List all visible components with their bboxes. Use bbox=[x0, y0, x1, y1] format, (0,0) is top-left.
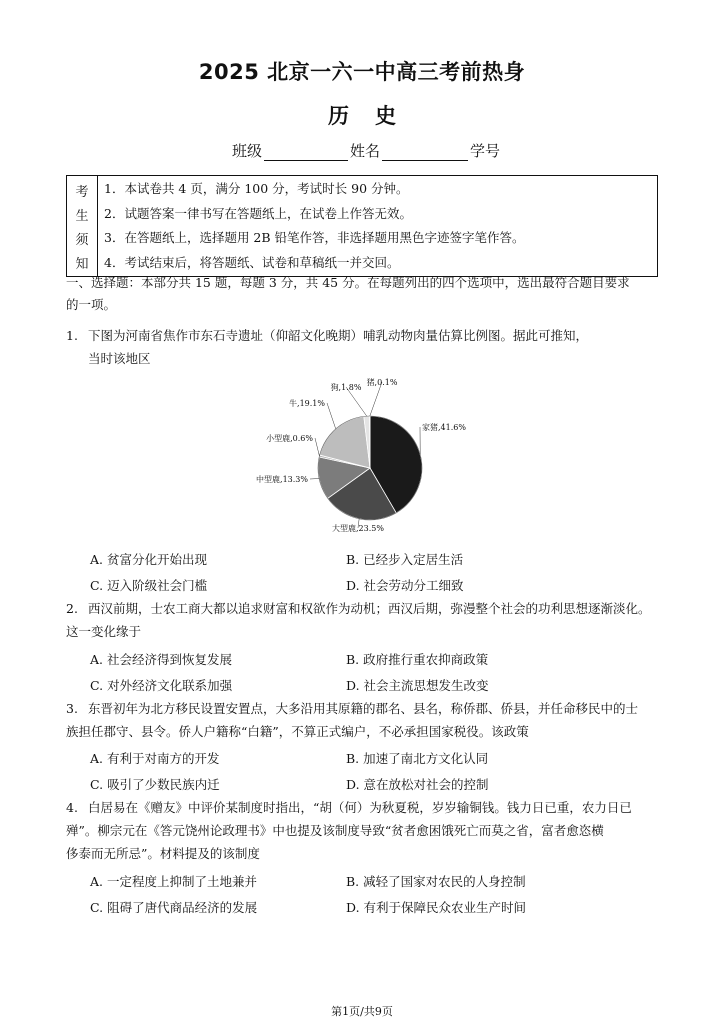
option-b: B. 减轻了国家对农民的人身控制 bbox=[346, 874, 526, 889]
question-number: 1. bbox=[66, 328, 78, 343]
pie-label-4: 小型鹿,0.6% bbox=[266, 434, 313, 443]
question-1 bbox=[66, 324, 666, 370]
notice-item: 1．本试卷共 4 页，满分 100 分，考试时长 90 分钟。 bbox=[104, 181, 409, 197]
question-2-options bbox=[90, 646, 650, 698]
option-a: A. 有利于对南方的开发 bbox=[90, 751, 220, 766]
question-text: 这一变化缘于 bbox=[66, 624, 142, 639]
subject-title: 历史 bbox=[328, 104, 422, 128]
question-text: 西汉前期，士农工商大都以追求财富和权欲作为动机；西汉后期，弥漫整个社会的功利思想逐渐淡化。 bbox=[88, 601, 651, 616]
name-blank bbox=[382, 144, 468, 161]
student-info-line bbox=[232, 140, 500, 161]
question-text: 东晋初年为北方移民设置安置点，大多沿用其原籍的郡名、县名，称侨郡、侨县，并任命移民中的士 bbox=[88, 701, 639, 716]
question-4 bbox=[66, 796, 666, 865]
pie-label-3: 中型鹿,13.3% bbox=[256, 475, 308, 484]
option-c: C. 对外经济文化联系加强 bbox=[90, 678, 233, 693]
class-label: 班级 bbox=[232, 142, 263, 160]
question-2 bbox=[66, 597, 666, 643]
notice-items bbox=[98, 176, 657, 276]
notice-label-char: 考 bbox=[75, 184, 89, 200]
id-label: 学号 bbox=[470, 142, 501, 160]
question-number: 3. bbox=[66, 701, 78, 716]
pie-label-2: 大型鹿,23.5% bbox=[332, 524, 384, 533]
question-1-options bbox=[90, 546, 650, 598]
option-a: A. 一定程度上抑制了土地兼并 bbox=[90, 874, 257, 889]
option-b: B. 已经步入定居生活 bbox=[346, 552, 464, 567]
question-4-options bbox=[90, 868, 650, 920]
notice-item: 4．考试结束后，将答题纸、试卷和草稿纸一并交回。 bbox=[104, 254, 400, 270]
question-3 bbox=[66, 697, 666, 743]
notice-label-char: 须 bbox=[75, 232, 89, 248]
question-number: 4. bbox=[66, 800, 78, 815]
option-d: D. 社会主流思想发生改变 bbox=[346, 678, 489, 693]
question-text: 当时该地区 bbox=[88, 351, 151, 366]
notice-item: 2．试题答案一律书写在答题纸上，在试卷上作答无效。 bbox=[104, 205, 412, 221]
exam-title: 2025 北京一六一中高三考前热身 bbox=[198, 60, 526, 84]
option-b: B. 政府推行重农抑商政策 bbox=[346, 652, 489, 667]
name-label: 姓名 bbox=[350, 142, 381, 160]
pie-label-6: 狗,1.8% bbox=[330, 383, 362, 392]
pie-label-7: 猪,0.1% bbox=[366, 378, 398, 387]
option-d: D. 社会劳动分工细致 bbox=[346, 578, 464, 593]
option-b: B. 加速了南北方文化认同 bbox=[346, 751, 489, 766]
option-c: C. 阻碍了唐代商品经济的发展 bbox=[90, 900, 258, 915]
option-d: D. 有利于保障民众农业生产时间 bbox=[346, 900, 527, 915]
option-a: A. 贫富分化开始出现 bbox=[90, 552, 207, 567]
pie-leader-line bbox=[370, 382, 382, 416]
question-text: 下图为河南省焦作市东石寺遗址（仰韶文化晚期）哺乳动物肉量估算比例图。据此可推知， bbox=[88, 328, 589, 343]
section-heading bbox=[66, 272, 662, 316]
question-text: 白居易在《赠友》中评价某制度时指出，“胡（何）为秋夏税，岁岁输铜钱。钱力日已重，农力日已 bbox=[88, 800, 632, 815]
question-text: 侈泰而无所忌”。材料提及的该制度 bbox=[66, 846, 260, 861]
question-text: 族担任郡守、县令。侨人户籍称“白籍”，不算正式编户，不必承担国家税役。该政策 bbox=[66, 724, 529, 739]
notice-label-char: 知 bbox=[75, 256, 89, 272]
class-blank bbox=[264, 144, 348, 161]
question-3-options bbox=[90, 745, 650, 797]
option-c: C. 迈入阶级社会门槛 bbox=[90, 578, 208, 593]
exam-notice-box bbox=[66, 175, 658, 277]
pie-label-1: 家猪,41.6% bbox=[422, 423, 466, 432]
pie-leader-line bbox=[327, 403, 336, 429]
pie-label-5: 牛,19.1% bbox=[289, 399, 325, 408]
page-number: 第1页/共9页 bbox=[331, 1005, 393, 1018]
question-number: 2. bbox=[66, 601, 78, 616]
pie-leader-line bbox=[315, 438, 319, 456]
notice-label bbox=[67, 176, 98, 276]
option-d: D. 意在放松对社会的控制 bbox=[346, 777, 489, 792]
option-c: C. 吸引了少数民族内迁 bbox=[90, 777, 220, 792]
question-text: 殚”。柳宗元在《答元饶州论政理书》中也提及该制度导致“贫者愈困饿死亡而莫之省，富者愈恣横 bbox=[66, 823, 604, 838]
notice-item: 3．在答题纸上，选择题用 2B 铅笔作答，非选择题用黑色字迹签字笔作答。 bbox=[104, 230, 525, 246]
section-heading-line: 的一项。 bbox=[66, 297, 117, 312]
section-heading-line: 一、选择题：本部分共 15 题，每题 3 分，共 45 分。在每题列出的四个选项中，选出最符合题目要求 bbox=[66, 275, 630, 290]
meat-proportion-pie-chart bbox=[250, 368, 490, 538]
option-a: A. 社会经济得到恢复发展 bbox=[90, 652, 232, 667]
notice-label-char: 生 bbox=[75, 208, 89, 224]
